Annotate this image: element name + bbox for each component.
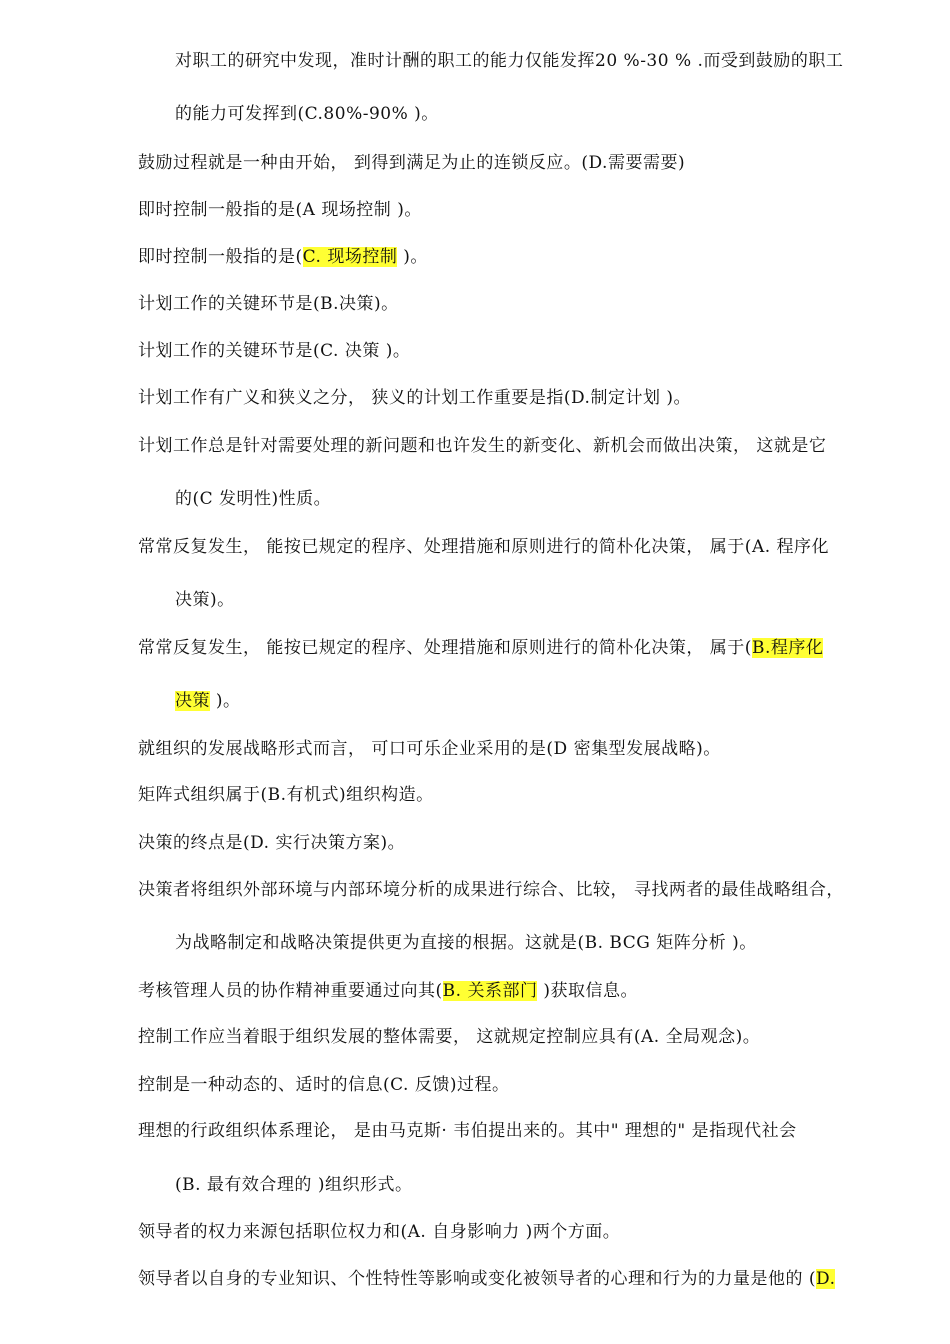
text-line-11: 常常反复发生， 能按已规定的程序、处理措施和原则进行的简朴化决策， 属于(A. 程序化 [138, 537, 830, 557]
text-line-17: 决策的终点是(D. 实行决策方案)。 [138, 833, 406, 853]
text-line-19: 为战略制定和战略决策提供更为直接的根据。这就是(B. BCG 矩阵分析 )。 [175, 933, 757, 953]
text-line-4: 即时控制一般指的是(A 现场控制 )。 [138, 200, 422, 220]
text-segment: 常常反复发生， 能按已规定的程序、处理措施和原则进行的简朴化决策， 属于( [138, 638, 752, 658]
text-segment: )。 [397, 247, 428, 267]
text-line-8: 计划工作有广义和狭义之分， 狭义的计划工作重要是指(D.制定计划 )。 [138, 388, 691, 408]
text-line-15: 就组织的发展战略形式而言， 可口可乐企业采用的是(D 密集型发展战略)。 [138, 739, 721, 759]
text-line-13 [138, 636, 823, 660]
text-segment: 领导者以自身的专业知识、个性特性等影响或变化被领导者的心理和行为的力量是他的 ( [138, 1269, 817, 1289]
text-line-10: 的(C 发明性)性质。 [175, 489, 332, 509]
text-line-21: 控制工作应当着眼于组织发展的整体需要， 这就规定控制应具有(A. 全局观念)。 [138, 1027, 761, 1047]
highlighted-answer: B. 关系部门 [442, 981, 538, 1001]
text-line-20 [138, 979, 638, 1003]
text-segment: )获取信息。 [537, 981, 638, 1001]
highlighted-answer: B.程序化 [751, 638, 824, 658]
text-line-3: 鼓励过程就是一种由开始， 到得到满足为止的连锁反应。(D.需要需要) [138, 153, 686, 173]
text-line-6: 计划工作的关键环节是(B.决策)。 [138, 294, 399, 314]
text-line-7: 计划工作的关键环节是(C. 决策 )。 [138, 341, 411, 361]
text-line-23: 理想的行政组织体系理论， 是由马克斯· 韦伯提出来的。其中" 理想的" 是指现代社会 [138, 1121, 797, 1141]
text-segment: 即时控制一般指的是( [138, 247, 303, 267]
text-line-24: (B. 最有效合理的 )组织形式。 [175, 1175, 413, 1195]
text-line-14 [175, 689, 241, 713]
text-line-18: 决策者将组织外部环境与内部环境分析的成果进行综合、比较， 寻找两者的最佳战略组合， [138, 880, 844, 900]
text-segment: )。 [210, 691, 241, 711]
text-line-26 [138, 1267, 835, 1291]
text-line-1: 对职工的研究中发现，准时计酬的职工的能力仅能发挥20 %-30 % .而受到鼓励的职工 [175, 51, 844, 71]
highlighted-answer: C. 现场控制 [302, 247, 398, 267]
text-line-16: 矩阵式组织属于(B.有机式)组织构造。 [138, 785, 434, 805]
text-line-2: 的能力可发挥到(C.80%-90% )。 [175, 104, 439, 124]
highlighted-answer: D. [816, 1269, 836, 1289]
text-line-22: 控制是一种动态的、适时的信息(C. 反馈)过程。 [138, 1075, 510, 1095]
text-line-12: 决策)。 [175, 590, 235, 610]
text-line-9: 计划工作总是针对需要处理的新问题和也许发生的新变化、新机会而做出决策， 这就是它 [138, 436, 827, 456]
text-segment: 考核管理人员的协作精神重要通过向其( [138, 981, 443, 1001]
text-line-25: 领导者的权力来源包括职位权力和(A. 自身影响力 )两个方面。 [138, 1222, 621, 1242]
text-line-5 [138, 245, 428, 269]
highlighted-answer: 决策 [175, 691, 210, 711]
